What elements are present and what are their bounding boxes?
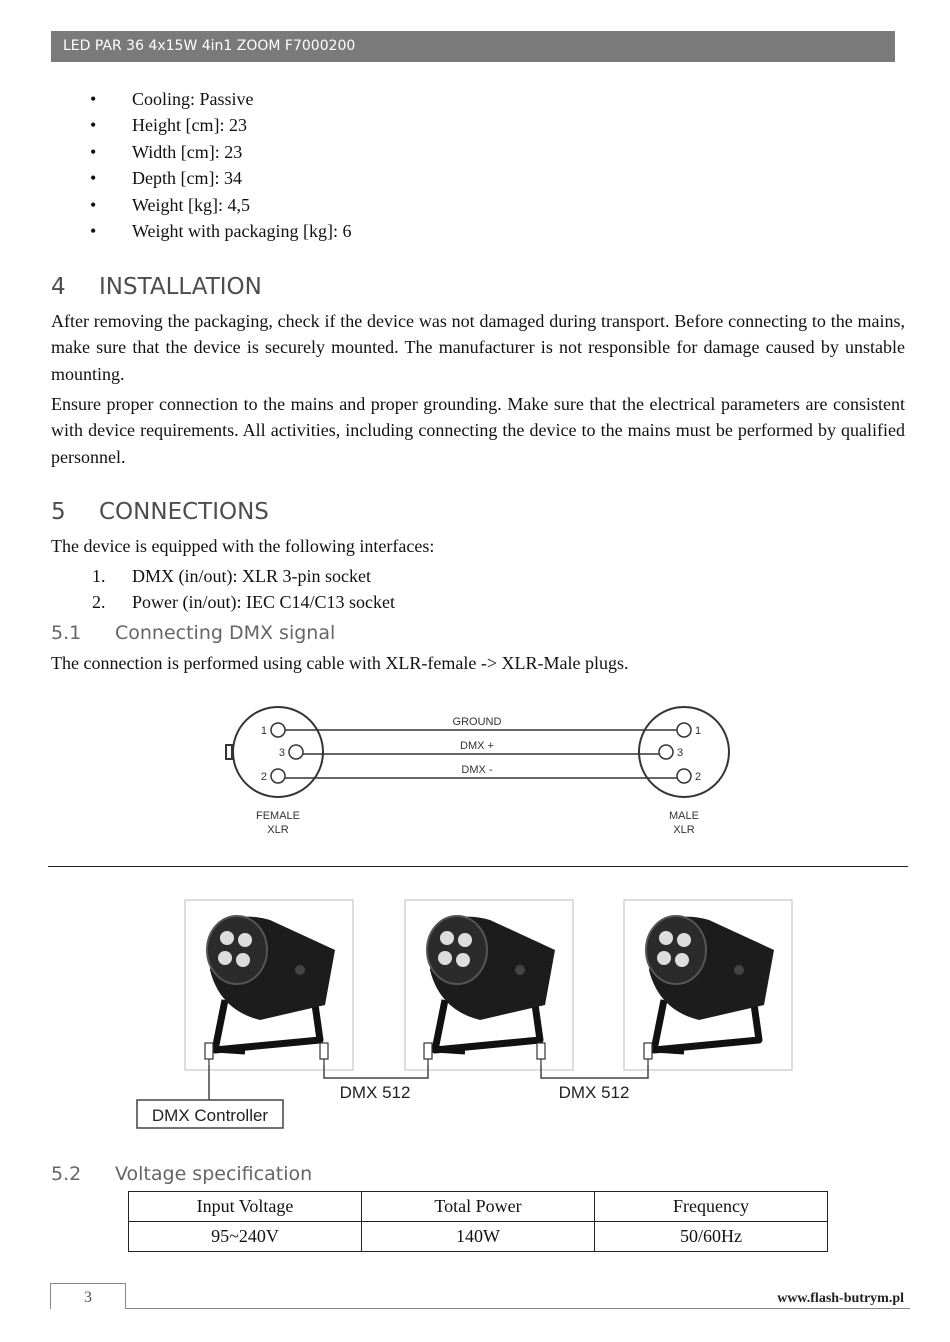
list-number: 1.: [92, 566, 106, 586]
voltage-table: [128, 1191, 828, 1252]
dmx-512-label: DMX 512: [339, 1083, 411, 1102]
male-pin-2: [677, 769, 691, 783]
wire-label: DMX +: [460, 740, 494, 752]
table-cell: 50/60Hz: [595, 1222, 828, 1252]
pin-label: 3: [677, 747, 684, 759]
table-header-cell: Total Power: [362, 1192, 595, 1222]
male-label: MALE: [669, 810, 699, 822]
list-text: Power (in/out): IEC C14/C13 socket: [132, 592, 395, 613]
list-item: • Weight with packaging [kg]: 6: [88, 218, 352, 244]
list-item: • Weight [kg]: 4,5: [88, 192, 352, 218]
dmx-512-label: DMX 512: [558, 1083, 630, 1102]
section-title: CONNECTIONS: [99, 499, 269, 525]
dmx-paragraph: The connection is performed using cable with XLR-female -> XLR-Male plugs.: [51, 653, 629, 673]
subsection-heading-dmx: [51, 622, 335, 644]
list-item: • Cooling: Passive: [88, 86, 352, 112]
female-pin-2: [271, 769, 285, 783]
section-number: 4: [51, 274, 66, 300]
interfaces-list: [88, 563, 395, 616]
installation-paragraph-2: Ensure proper connection to the mains and proper grounding. Make sure that the electrical parameters are consistent with device requirements. All activities, including connecting the device to the mains must be performed by qualified personnel.: [51, 394, 905, 467]
section-number: 5.2: [51, 1163, 82, 1185]
dmx-controller-label: DMX Controller: [151, 1106, 269, 1125]
dmx-chain-diagram: [130, 895, 800, 1135]
wire-label: GROUND: [452, 716, 502, 728]
section-title: Voltage specification: [115, 1163, 313, 1185]
table-row: [129, 1192, 828, 1222]
document-header: LED PAR 36 4x15W 4in1 ZOOM F7000200: [51, 31, 895, 62]
table-row: [129, 1222, 828, 1252]
female-pin-1: [271, 723, 285, 737]
pin-label: 1: [260, 725, 267, 737]
connections-intro: The device is equipped with the following interfaces:: [51, 536, 435, 556]
table-header-cell: Input Voltage: [129, 1192, 362, 1222]
section-title: INSTALLATION: [99, 274, 262, 300]
subsection-heading-voltage: [51, 1163, 312, 1185]
footer-url: www.flash-butrym.pl: [777, 1291, 904, 1306]
pin-label: 2: [695, 771, 702, 783]
table-cell: 95~240V: [129, 1222, 362, 1252]
spec-list: [88, 86, 352, 244]
female-xlr-notch: [226, 745, 232, 759]
section-number: 5: [51, 499, 66, 525]
table-header-cell: Frequency: [595, 1192, 828, 1222]
footer-divider: [126, 1308, 910, 1309]
female-label: FEMALE: [255, 810, 301, 822]
table-cell: 140W: [362, 1222, 595, 1252]
male-label: XLR: [673, 824, 695, 836]
pin-label: 2: [260, 771, 267, 783]
list-item: • Width [cm]: 23: [88, 139, 352, 165]
male-pin-3: [659, 745, 673, 759]
list-text: DMX (in/out): XLR 3-pin socket: [132, 566, 371, 586]
installation-paragraph-1: After removing the packaging, check if the device was not damaged during transport. Before connecting to the mains, make sure that the device is securely mounted. The manufacturer is not responsible for damage caused by unstable mounting.: [51, 311, 905, 384]
section-title: Connecting DMX signal: [115, 622, 336, 644]
male-pin-1: [677, 723, 691, 737]
section-heading-installation: [51, 274, 262, 300]
pin-label: 1: [695, 725, 702, 737]
divider: [48, 866, 908, 867]
list-item: • Height [cm]: 23: [88, 112, 352, 138]
female-label: XLR: [267, 824, 289, 836]
section-heading-connections: [51, 499, 269, 525]
list-item: • Depth [cm]: 34: [88, 165, 352, 191]
list-number: 2.: [92, 592, 106, 613]
wire-label: DMX -: [461, 764, 493, 776]
section-number: 5.1: [51, 622, 82, 644]
xlr-wiring-diagram: [218, 702, 738, 842]
page-number: 3: [50, 1283, 126, 1309]
female-pin-3: [289, 745, 303, 759]
list-item: [88, 563, 395, 589]
pin-label: 3: [278, 747, 285, 759]
list-item: [88, 589, 395, 615]
